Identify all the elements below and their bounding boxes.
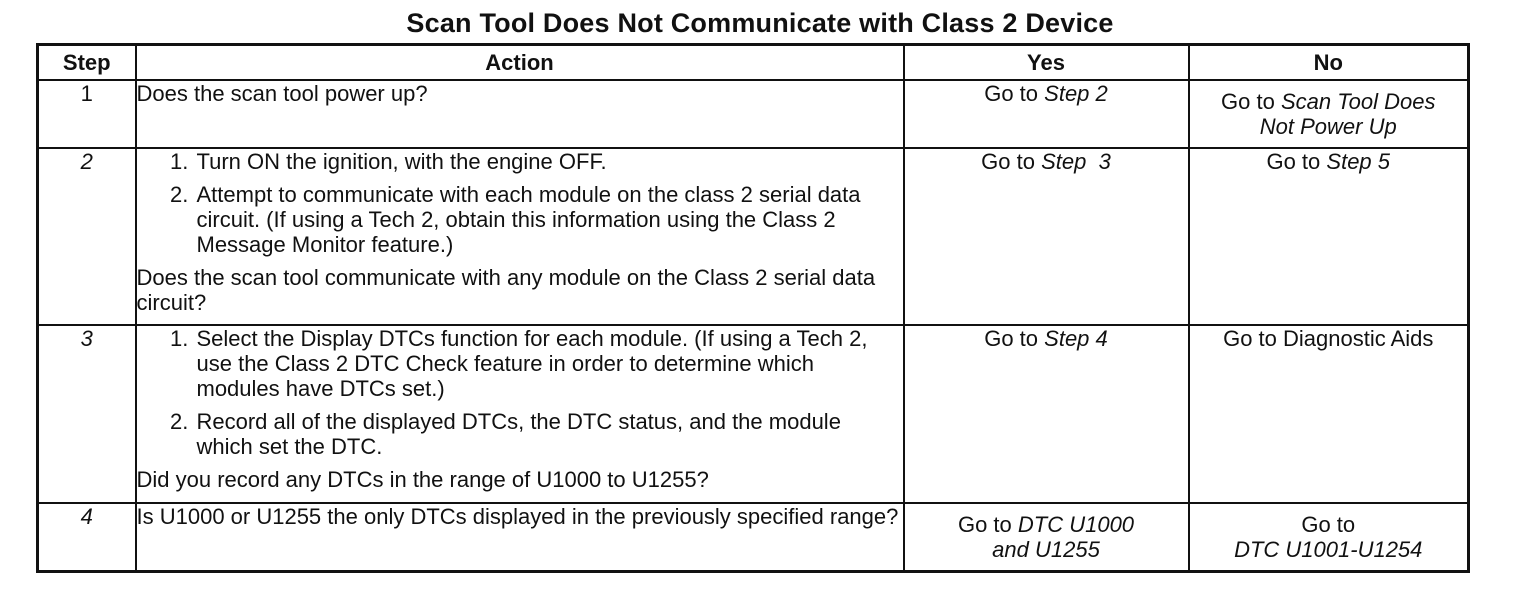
action-step-item: 1. Turn ON the ignition, with the engine OFF. xyxy=(195,149,903,174)
yes-target-link-line2[interactable]: and U1255 xyxy=(992,537,1100,562)
no-cell xyxy=(1189,148,1469,325)
header-step: Step xyxy=(38,45,136,81)
yes-prefix: Go to xyxy=(984,326,1039,351)
action-question: Does the scan tool communicate with any module on the Class 2 serial data circuit? xyxy=(136,265,876,315)
action-step-item: 2. Attempt to communicate with each module on the class 2 serial data circuit. (If using a Tech 2, obtain this information using the Class 2 Message Monitor feature.) xyxy=(195,182,903,257)
no-cell xyxy=(1189,80,1469,148)
no-target-link-line2[interactable]: Not Power Up xyxy=(1259,114,1397,139)
step-number: 4 xyxy=(38,503,136,572)
yes-target-link[interactable]: Step 2 xyxy=(1044,81,1108,106)
action-step-item: 2. Record all of the displayed DTCs, the DTC status, and the module which set the DTC. xyxy=(195,409,903,459)
yes-prefix: Go to xyxy=(981,149,1035,174)
step-number: 2 xyxy=(38,148,136,325)
no-prefix: Go to xyxy=(1221,89,1275,114)
action-question: Is U1000 or U1255 the only DTCs displayed in the previously specified range? xyxy=(136,504,899,529)
header-action: Action xyxy=(136,45,904,81)
table-row xyxy=(38,80,1469,148)
no-prefix: Go to xyxy=(1301,512,1356,537)
yes-target-link-line1[interactable]: DTC U1000 xyxy=(1017,512,1135,537)
table-row xyxy=(38,148,1469,325)
header-no: No xyxy=(1189,45,1469,81)
yes-cell xyxy=(904,325,1189,503)
action-steps-list xyxy=(137,149,903,257)
no-prefix: Go to xyxy=(1266,149,1321,174)
yes-prefix: Go to xyxy=(957,512,1012,537)
yes-target-link[interactable]: Step 4 xyxy=(1044,326,1108,351)
action-cell xyxy=(136,503,904,572)
yes-target-link[interactable]: Step 3 xyxy=(1041,149,1111,174)
no-cell xyxy=(1189,503,1469,572)
no-target-link[interactable]: Go to Diagnostic Aids xyxy=(1223,326,1434,351)
table-row xyxy=(38,325,1469,503)
action-cell xyxy=(136,148,904,325)
header-yes: Yes xyxy=(904,45,1189,81)
yes-cell xyxy=(904,503,1189,572)
step-number: 3 xyxy=(38,325,136,503)
yes-cell xyxy=(904,148,1189,325)
no-target-link[interactable]: Step 5 xyxy=(1326,149,1391,174)
no-target-link-line1[interactable]: Scan Tool Does xyxy=(1280,89,1436,114)
table-header-row xyxy=(38,45,1469,81)
action-question: Does the scan tool power up? xyxy=(136,81,428,106)
action-cell xyxy=(136,325,904,503)
action-steps-list xyxy=(137,326,903,459)
page-title: Scan Tool Does Not Communicate with Class 2 Device xyxy=(406,8,1114,38)
action-step-item: 1. Select the Display DTCs function for each module. (If using a Tech 2, use the Class 2 DTC Check feature in order to determine which modules have DTCs set.) xyxy=(195,326,903,401)
step-number: 1 xyxy=(38,80,136,148)
no-target-link[interactable]: DTC U1001-U1254 xyxy=(1234,537,1423,562)
diagnostic-table xyxy=(36,43,1470,573)
yes-prefix: Go to xyxy=(984,81,1039,106)
action-cell xyxy=(136,80,904,148)
action-question: Did you record any DTCs in the range of U1000 to U1255? xyxy=(136,467,709,492)
yes-cell xyxy=(904,80,1189,148)
no-cell xyxy=(1189,325,1469,503)
table-row xyxy=(38,503,1469,572)
